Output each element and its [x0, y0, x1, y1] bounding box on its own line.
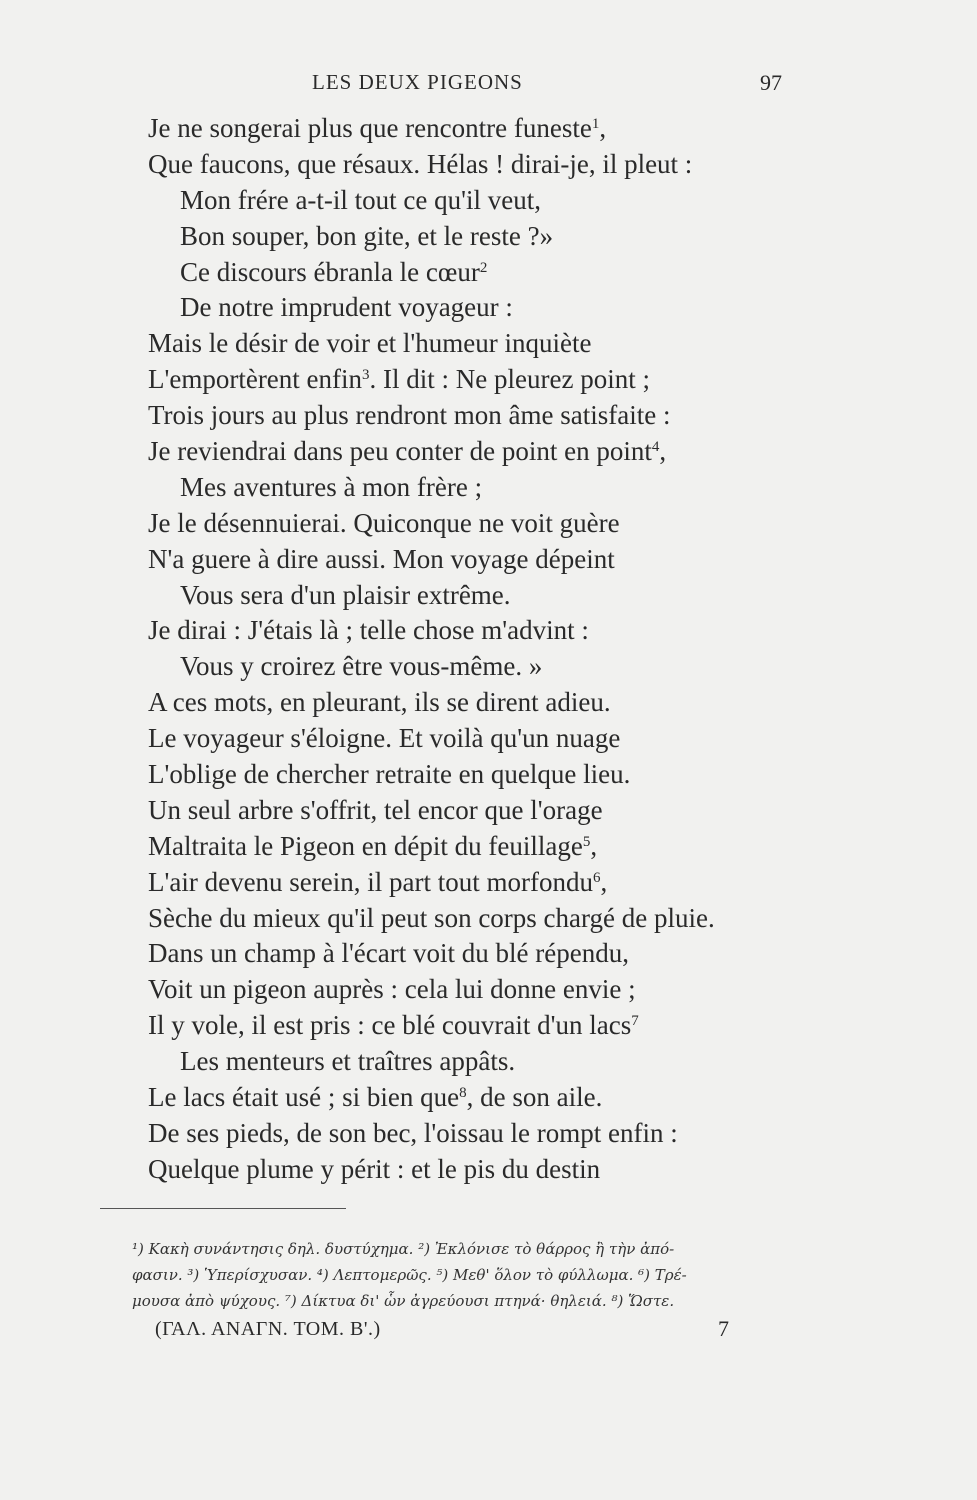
footnote-line: μουσα ἀπὸ ψύχους. ⁷) Δίκτυα δι' ὧν ἀγρεύουσι πτηνά· θηλειά. ⁸) Ὥστε. — [132, 1292, 675, 1310]
poem-line — [148, 1116, 715, 1152]
poem-line-text: Je ne songerai plus que rencontre funeste — [148, 113, 592, 143]
poem-line-text: Trois jours au plus rendront mon âme satisfaite : — [148, 400, 671, 431]
poem-line-text: Voit un pigeon auprès : cela lui donne envie ; — [148, 974, 636, 1005]
running-header: LES DEUX PIGEONS — [312, 70, 523, 94]
poem-line-text: Les menteurs et traîtres appâts. — [180, 1046, 516, 1077]
footnote-marker: 7 — [631, 1013, 639, 1030]
poem-line-text: . Il dit : Ne pleurez point ; — [369, 364, 650, 395]
poem-line-text: Quelque plume y périt : et le pis du destin — [148, 1153, 601, 1184]
poem-line-text: Bon souper, bon gite, et le reste ?» — [180, 220, 554, 251]
poem-line — [148, 255, 715, 291]
footnote-line: ¹) Κακὴ συνάντησις δηλ. δυστύχημα. ²) Ἐκλόνισε τὸ θάρρος ἢ τὴν ἀπό- — [132, 1240, 675, 1258]
footnotes — [132, 1236, 792, 1314]
poem-line-text: De ses pieds, de son bec, l'oissau le rompt enfin : — [148, 1117, 678, 1148]
footnote-marker: 2 — [479, 259, 488, 276]
poem-line-text: , — [599, 113, 607, 143]
poem-line — [148, 1080, 715, 1116]
poem-line — [148, 936, 715, 972]
poem-line — [148, 147, 715, 183]
poem-line-text: , — [659, 436, 667, 467]
poem-line-text: Ce discours ébranla le cœur — [180, 256, 480, 287]
signature-mark: (ΓΑΛ. ΑΝΑΓΝ. ΤΟΜ. Β'.) — [155, 1318, 381, 1340]
footnote-marker: 5 — [582, 833, 591, 850]
poem-line-text: , de son aile. — [466, 1082, 603, 1113]
footnote-marker: 1 — [591, 116, 600, 132]
poem-line-text: Mon frére a-t-il tout ce qu'il veut, — [180, 184, 541, 215]
poem-line — [148, 290, 715, 326]
poem-line — [148, 434, 715, 470]
poem-line-text: Le lacs était usé ; si bien que — [148, 1082, 460, 1113]
poem-line-text: Il y vole, il est pris : ce blé couvrait d'un lacs — [148, 1010, 632, 1041]
footnote-divider — [100, 1208, 346, 1209]
footnote-line: φασιν. ³) Ὑπερίσχυσαν. ⁴) Λεπτομερῶς. ⁵) Μεθ' ὅλον τὸ φύλλωμα. ⁶) Τρέ- — [132, 1266, 687, 1284]
poem-line-text: Sèche du mieux qu'il peut son corps chargé de pluie. — [148, 902, 715, 933]
poem-line — [148, 685, 715, 721]
poem-line — [148, 506, 715, 542]
poem-line — [148, 649, 715, 685]
sheet-number: 7 — [718, 1316, 729, 1341]
poem-line — [148, 972, 715, 1008]
poem-line-text: Mes aventures à mon frère ; — [180, 471, 483, 502]
poem-line-text: Dans un champ à l'écart voit du blé répendu, — [148, 938, 629, 969]
poem-line-text: Que faucons, que résaux. Hélas ! dirai-je, il pleut : — [148, 148, 693, 179]
poem-line — [148, 470, 715, 506]
poem-line — [148, 865, 715, 901]
footnote-marker: 3 — [362, 367, 370, 384]
footnote-marker: 4 — [651, 439, 660, 456]
poem-line — [148, 183, 715, 219]
poem-line-text: Je reviendrai dans peu conter de point en point — [148, 436, 652, 467]
poem-line — [148, 398, 715, 434]
poem-line — [148, 793, 715, 829]
poem-line — [148, 829, 715, 865]
poem-line — [148, 1044, 715, 1080]
poem-line-text: L'oblige de chercher retraite en quelque lieu. — [148, 759, 631, 790]
poem-line — [148, 111, 715, 147]
poem-line-text: Vous y croirez être vous-même. » — [180, 651, 543, 682]
poem-line-text: Je le désennuierai. Quiconque ne voit guère — [148, 507, 620, 538]
poem-line-text: , — [600, 866, 608, 897]
poem-line-text: L'emportèrent enfin — [148, 364, 363, 395]
poem-line-text: L'air devenu serein, il part tout morfondu — [148, 866, 593, 897]
poem-text — [148, 111, 715, 1188]
poem-line-text: Le voyageur s'éloigne. Et voilà qu'un nuage — [148, 723, 621, 754]
footnote-marker: 8 — [459, 1085, 467, 1102]
poem-line — [148, 1008, 715, 1044]
footnote-marker: 6 — [593, 869, 601, 886]
poem-line — [148, 219, 715, 255]
poem-line — [148, 757, 715, 793]
page-number: 97 — [760, 70, 782, 95]
poem-line-text: A ces mots, en pleurant, ils se dirent adieu. — [148, 687, 611, 718]
poem-line — [148, 578, 715, 614]
poem-line-text: Mais le désir de voir et l'humeur inquiète — [148, 328, 592, 359]
poem-line — [148, 542, 715, 578]
poem-line — [148, 326, 715, 362]
poem-line-text: Un seul arbre s'offrit, tel encor que l'orage — [148, 794, 603, 825]
poem-line — [148, 1152, 715, 1188]
poem-line — [148, 901, 715, 937]
poem-line-text: Maltraita le Pigeon en dépit du feuillage — [148, 830, 583, 861]
poem-line-text: N'a guere à dire aussi. Mon voyage dépeint — [148, 543, 615, 574]
poem-line — [148, 721, 715, 757]
poem-line-text: Je dirai : J'étais là ; telle chose m'advint : — [148, 615, 589, 646]
poem-line-text: , — [590, 830, 598, 861]
poem-line-text: Vous sera d'un plaisir extrême. — [180, 579, 511, 610]
poem-line-text: De notre imprudent voyageur : — [180, 292, 513, 323]
poem-line — [148, 613, 715, 649]
poem-line — [148, 362, 715, 398]
